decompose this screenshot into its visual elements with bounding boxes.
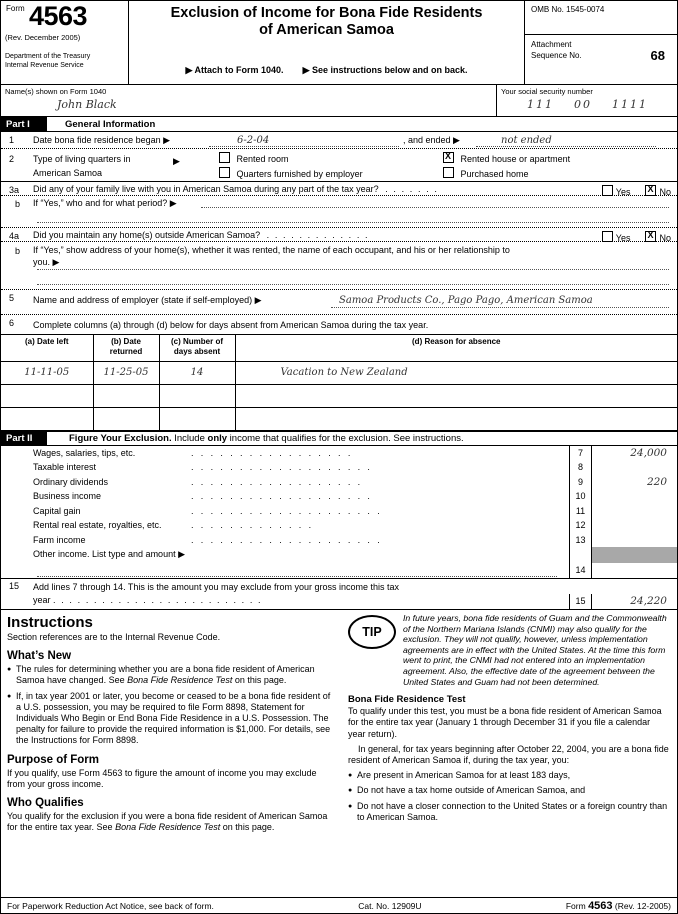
line-13-number: 13 [570,533,592,548]
sequence-label: Sequence No. [531,51,582,60]
line-11-amount-box[interactable] [569,504,677,519]
see-instructions-note: ▶ See instructions below and on back. [302,65,468,75]
taxpayer-identity-row [1,85,677,117]
table-row[interactable] [1,407,677,430]
line-2-label-a: Type of living quarters in [33,154,131,164]
line-15-label [33,581,562,607]
line-3a-label: Did any of your family live with you in American Samoa during any part of the tax year? [33,184,379,194]
line-2-option-label-1: Quarters furnished by employer [236,169,363,179]
part-1-banner [1,117,677,132]
part-1-title: General Information [65,118,156,130]
line-3a-yes-label: Yes [615,187,631,197]
line-9-number: 9 [570,475,592,490]
line-1-ended-label: , and ended ▶ [403,135,460,145]
bona-fide-bullet-2: ● Do not have a tax home outside of American Samoa, and [348,785,670,796]
tip-block [348,613,670,687]
form-title-line2: of American Samoa [259,22,394,38]
absence-row-1-date-left[interactable] [1,384,93,407]
omb-number: OMB No. 1545-0074 [525,1,677,35]
omb-block [525,1,677,84]
name-field-cell[interactable] [1,85,497,116]
line-7-wages[interactable] [1,446,677,461]
line-5-number: 5 [9,293,15,303]
absence-col-days-absent: (c) Number of days absent [159,335,235,361]
line-10-business-income[interactable] [1,489,677,504]
checkbox-rented-house-or-apartment[interactable] [443,152,454,163]
line-2-option-employer-quarters[interactable] [219,167,363,181]
line-15-value[interactable]: 24,220 [630,595,667,607]
who-qualifies-text [7,811,332,833]
absence-table [1,335,677,431]
tip-icon: TIP [348,615,396,649]
line-8-number: 8 [570,460,592,475]
line-3b-who-and-period[interactable] [1,196,677,228]
bona-fide-bullet-1: ● Are present in American Samoa for at least 183 days, [348,770,670,781]
line-11-value[interactable] [592,504,677,519]
line-3b-label: If “Yes,” who and for what period? ▶ [33,198,177,208]
line-1-number: 1 [9,135,15,145]
line-10-amount-box[interactable] [569,489,677,504]
line-4a-home-outside-samoa[interactable] [1,228,677,242]
line-4b-rule-2 [37,284,669,285]
purpose-text: If you qualify, use Form 4563 to figure the amount of income you may exclude from your gross income. [7,767,317,789]
whats-new-bullet-1 [7,664,332,686]
line-9-amount-box[interactable] [569,475,677,490]
line-4a-leader-dots: . . . . . . . . . . . . . [266,230,370,240]
who-qualifies-text-italic: Bona Fide Residence Test [115,822,221,833]
line-2-number: 2 [9,154,15,164]
line-13-value[interactable] [592,533,677,548]
checkbox-rented-room[interactable] [219,152,230,163]
form-revision-date: (Rev. December 2005) [5,33,81,42]
line-10-dots: . . . . . . . . . . . . . . . . . . . [191,491,373,501]
absence-row-0-date-returned[interactable]: 11-25-05 [93,361,159,384]
line-15-box-number: 15 [570,594,592,609]
attachment-label: Attachment [531,40,572,49]
form-identity-block [1,1,129,84]
absence-col-date-returned: (b) Date returned [93,335,159,361]
instructions-right-column [339,610,677,890]
line-5-value: Samoa Products Co., Pago Pago, American Samoa [339,295,593,306]
tip-text: In future years, bona fide residents of Guam and the Commonwealth of the Northern Mariana Islands (CNMI) may also qualify for the exclusion. They will not qualify, however, unless implementation agreements are in effect with the United States. At the time this form went to print, the CNMI had not entered into an implementation agreement. Also, the effective date of the agreement between the United States and Guam had not been determined. [403,613,667,687]
line-7-dots: . . . . . . . . . . . . . . . . . [191,447,353,458]
line-14-amount-box[interactable] [569,563,677,578]
part-2-title [47,433,464,444]
line-2-option-label-3: Purchased home [460,169,529,179]
line-3b-number: b [15,199,21,209]
line-2-option-rented-room[interactable] [219,152,289,166]
purpose-heading: Purpose of Form [7,753,100,766]
instructions-left-column [1,610,339,890]
line-4b-label-1: If “Yes,” show address of your home(s), whether it was rented, the name of each occupant, and his or her relationship to [33,245,510,255]
line-1-ended-value: not ended [501,135,552,146]
line-5-employer[interactable] [1,290,677,315]
line-6-absence-instruction [1,315,677,335]
footer-form-number: 4563 [588,899,613,912]
table-row[interactable] [1,361,677,384]
part-2-title-rest-1: Include [171,432,208,444]
line-13-label: Farm income [33,534,86,545]
checkbox-4a-yes[interactable] [602,231,613,242]
line-13-amount-box[interactable] [569,533,677,548]
footer-form-word: Form [565,900,586,911]
line-15-label-2: year [33,595,51,605]
line-14-other-income[interactable] [1,547,677,563]
whats-new-bullet-2: ● If, in tax year 2001 or later, you become or ceased to be a bona fide resident of a U.S. possession, you may be required to file Form 8898, Statement for Individuals Who Begin or End Bona Fide Residence in a U.S. Possession. The penalty for failure to provide the required information is $1,000. For details, see the Instructions for Form 8898. [7,691,332,747]
ssn-group-3: 1111 [612,98,648,111]
line-2-option-label-2: Rented house or apartment [460,154,571,164]
whats-new-bullet-1-a: The rules for determining whether you are a bona fide resident of American Samoa have changed. See [16,664,315,686]
line-4a-no-label: No [659,233,671,243]
absence-table-header-row [1,335,677,361]
line-4a-label: Did you maintain any home(s) outside American Samoa? [33,230,261,240]
form-footer [1,897,677,913]
absence-row-1-reason[interactable] [235,384,677,407]
part-2-title-bold: Figure Your Exclusion. [69,432,172,444]
line-2-pointer-icon: ▶ [173,156,180,166]
line-6-label: Complete columns (a) through (d) below for days absent from American Samoa during the tax year. [33,320,429,330]
line-9-label: Ordinary dividends [33,476,109,487]
line-14-shaded-value [592,547,677,563]
line-14-value[interactable] [592,563,677,578]
line-7-label: Wages, salaries, tips, etc. [33,447,136,458]
bona-fide-heading: Bona Fide Residence Test [348,694,466,706]
part-2-banner [1,431,677,446]
absence-row-2-days-absent[interactable] [159,407,235,430]
line-1-label: Date bona fide residence began ▶ [33,135,171,145]
who-qualifies-text-b: on this page. [220,822,275,833]
line-8-dots: . . . . . . . . . . . . . . . . . . . [191,462,373,472]
line-11-label: Capital gain [33,505,81,516]
line-12-value[interactable] [592,518,677,533]
line-15-dots: . . . . . . . . . . . . . . . . . . . . . . . . . . [53,595,263,605]
part-2-tag: Part II [1,432,47,445]
part-2-title-rest-2: income that qualifies for the exclusion. See instructions. [227,432,464,444]
bona-fide-p2: In general, for tax years beginning after October 22, 2004, you are a bona fide resident of American Samoa if, during the tax year, you: [348,743,669,765]
line-12-number: 12 [570,518,592,533]
ssn-group-1: 111 [527,98,554,111]
line-4b-number: b [15,246,21,256]
form-header [1,1,677,85]
instructions-heading: Instructions [7,614,93,631]
line-13-dots: . . . . . . . . . . . . . . . . . . . . [191,534,383,545]
whats-new-bullet-1-italic: Bona Fide Residence Test [127,675,233,686]
line-14-shaded-number [570,547,592,563]
line-3b-rule-1 [201,207,669,208]
line-8-label: Taxable interest [33,462,97,472]
line-11-number: 11 [570,504,592,519]
absence-row-2-date-left[interactable] [1,407,93,430]
line-11-dots: . . . . . . . . . . . . . . . . . . . . [191,505,383,516]
line-10-value[interactable] [592,489,677,504]
absence-col-date-left: (a) Date left [1,335,93,361]
line-10-number: 10 [570,489,592,504]
bona-fide-bullet-3: ● Do not have a closer connection to the United States or a foreign country than to American Samoa. [348,801,670,823]
line-4b-home-address-details[interactable] [1,242,677,290]
line-12-label: Rental real estate, royalties, etc. [33,520,162,530]
checkbox-3a-yes[interactable] [602,185,613,196]
ssn-value [527,98,648,111]
absence-row-1-date-returned[interactable] [93,384,159,407]
part-2-title-only: only [207,432,228,444]
line-8-value[interactable] [592,460,677,475]
line-3a-no-label: No [659,187,671,197]
who-qualifies-heading: Who Qualifies [7,797,84,810]
line-2-option-rented-house[interactable] [443,152,570,166]
part-2-lines [1,446,677,610]
line-8-amount-box[interactable] [569,460,677,475]
instructions-section [1,609,677,890]
line-5-rule [331,307,669,308]
line-14-number: 14 [570,563,592,578]
name-label: Name(s) shown on Form 1040 [5,87,107,96]
footer-form-id [566,900,671,912]
catalog-number: Cat. No. 12909U [358,900,422,911]
line-7-number: 7 [570,446,592,461]
name-value: John Black [57,98,117,111]
line-14-other-income-entry[interactable] [1,563,677,579]
absence-row-0-reason[interactable]: Vacation to New Zealand [235,361,677,384]
part-1-tag: Part I [1,117,47,131]
bona-fide-p1: To qualify under this test, you must be a bona fide resident of American Samoa for the entire tax year (January 1 through December 31 if you file a calendar year return). [348,706,662,739]
form-number: 4563 [29,1,88,31]
checkbox-4a-no[interactable] [645,231,656,242]
department-label: Department of the Treasury Internal Revenue Service [5,53,91,69]
ssn-field-cell[interactable] [497,85,677,116]
line-15-label-1: Add lines 7 through 14. This is the amount you may exclude from your gross income this tax [33,582,400,592]
line-4b-rule-1 [37,269,669,270]
line-4a-yes-label: Yes [615,233,631,243]
line-6-number: 6 [9,318,15,328]
checkbox-3a-no[interactable] [645,185,656,196]
line-13-farm-income[interactable] [1,533,677,548]
line-15-number: 15 [9,581,20,591]
line-12-dots: . . . . . . . . . . . . . [191,520,314,530]
line-14-label: Other income. List type and amount ▶ [33,549,185,559]
absence-row-1-days-absent[interactable] [159,384,235,407]
line-12-amount-box[interactable] [569,518,677,533]
absence-row-0-date-left[interactable]: 11-11-05 [1,361,93,384]
line-4b-label-2: you. ▶ [33,257,60,267]
line-14-write-in-rule[interactable] [37,565,557,577]
whats-new-heading: What’s New [7,650,72,663]
attach-note: ▶ Attach to Form 1040. [185,65,284,75]
line-1-began-value: 6-2-04 [237,135,270,146]
line-1-ended-rule [476,146,656,147]
checkbox-quarters-furnished-by-employer[interactable] [219,167,230,178]
who-qualifies-text-a: You qualify for the exclusion if you were a bona fide resident of American Samoa for the entire tax year. See [7,811,328,833]
form-word-label: Form [6,4,25,13]
footer-form-rev: (Rev. 12-2005) [614,900,671,911]
line-15-total-exclusion[interactable] [1,579,677,609]
line-3a-leader-dots: . . . . . . . [385,184,439,194]
whats-new-bullet-1-b: on this page. [232,675,287,686]
line-9-dots: . . . . . . . . . . . . . . . . . . [191,476,363,487]
line-5-label: Name and address of employer (state if self-employed) ▶ [33,295,262,305]
table-row[interactable] [1,384,677,407]
ssn-label: Your social security number [501,87,593,96]
form-title-line1: Exclusion of Income for Bona Fide Residents [170,5,483,21]
line-9-ordinary-dividends[interactable] [1,475,677,490]
line-4a-number: 4a [9,231,20,241]
line-1-residence-dates[interactable] [1,132,677,149]
absence-row-2-date-returned[interactable] [93,407,159,430]
attach-instructions [129,65,524,76]
instructions-intro: Section references are to the Internal Revenue Code. [7,632,221,642]
line-1-began-rule [209,146,399,147]
absence-row-2-reason[interactable] [235,407,677,430]
form-title-block [129,1,525,84]
absence-row-0-days-absent[interactable]: 14 [159,361,235,384]
line-3a-family-lived-with-you[interactable] [1,182,677,196]
line-7-value[interactable]: 24,000 [630,446,667,459]
line-2-living-quarters[interactable] [1,149,677,182]
sequence-number: 68 [650,48,665,63]
absence-col-reason: (d) Reason for absence [235,335,677,361]
line-3b-rule-2 [37,222,669,223]
attachment-sequence-block [525,35,677,61]
line-11-capital-gain[interactable] [1,504,677,519]
line-2-option-purchased-home[interactable] [443,167,529,181]
line-2-option-label-0: Rented room [236,154,289,164]
line-9-value[interactable]: 220 [646,475,667,488]
line-15-amount-box[interactable] [569,594,677,609]
ssn-group-2: 00 [574,98,592,111]
line-7-amount-box[interactable] [569,446,677,461]
line-14-shaded-box [569,547,677,563]
line-8-taxable-interest[interactable] [1,460,677,475]
line-3a-number: 3a [9,185,20,195]
checkbox-purchased-home[interactable] [443,167,454,178]
line-12-rental-real-estate[interactable] [1,518,677,533]
line-10-label: Business income [33,491,102,501]
paperwork-notice: For Paperwork Reduction Act Notice, see back of form. [7,900,214,911]
line-2-label-b: American Samoa [33,168,103,178]
